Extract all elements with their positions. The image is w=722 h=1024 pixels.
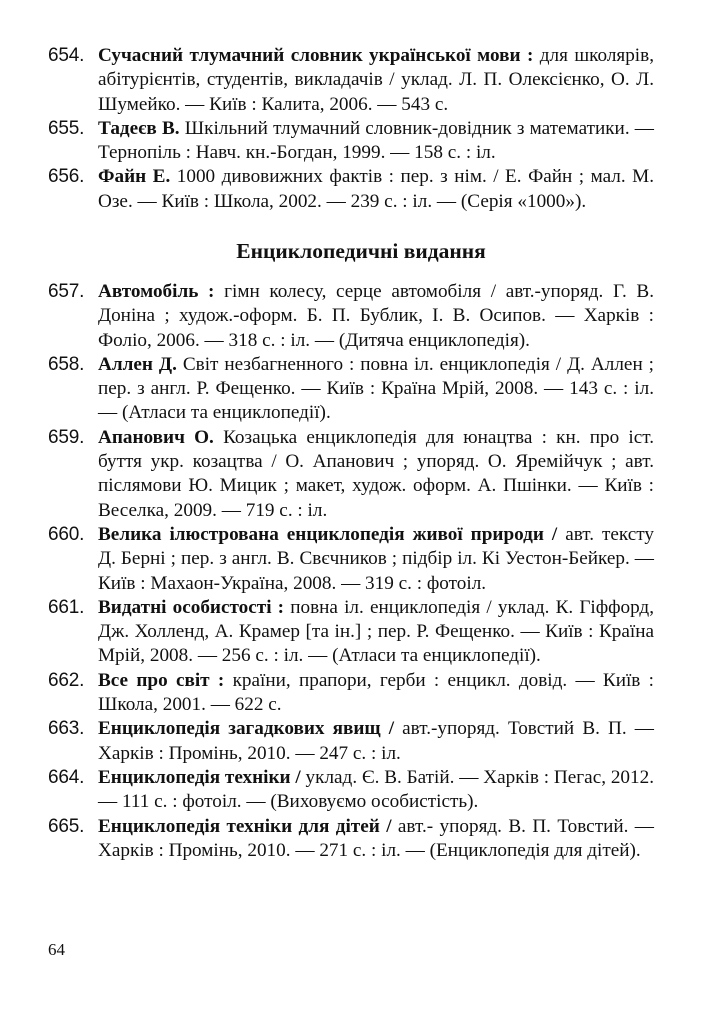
entry-number: 657. [48,281,85,302]
entry-number: 656. [48,166,85,188]
bibliography-entry [48,815,654,864]
entry-number: 665. [48,815,85,837]
entry-title: Автомобіль : [98,281,215,302]
page-number: 64 [48,940,65,959]
entry-details: 1000 дивовижних фактів : пер. з нім. / Е. Файн ; мал. М. Озе. — Київ : Школа, 2002. — 239 с. : іл. — (Серія «1000»). [98,166,654,212]
entry-details: Козацька енциклопедія для юнацтва : кн. про іст. буття укр. козацтва / О. Апанович ; упоряд. О. Яремійчук ; авт. післямови Ю. Мицик ; макет, худож. оформ. А. Пшінки. — Київ : Веселка, 2009. — 719 с. : іл. [98,426,654,521]
entry-number: 655. [48,117,85,139]
entry-title: Енциклопедія загадкових явищ / [98,718,395,740]
bibliography-entry [48,523,654,596]
entry-title: Апанович О. [98,426,214,448]
entry-title: Аллен Д. [98,353,177,375]
bibliography-entry [48,717,654,766]
entry-title: Велика ілюстрована енциклопедія живої природи / [98,523,558,545]
entry-details: авт.-упоряд. Товстий В. П. — Харків : Промінь, 2010. — 247 с. : іл. [98,718,654,764]
bibliography-entry [48,117,654,166]
entry-number: 660. [48,523,85,545]
entry-details: Світ незбагненного : повна іл. енциклопедія / Д. Аллен ; пер. з англ. Р. Фещенко. — Київ : Країна Мрій, 2008. — 143 с. : іл. — (Атласи та енциклопедії). [98,353,655,424]
entry-number: 664. [48,766,85,788]
bibliography-entry [48,280,654,353]
entry-details: Шкільний тлумачний словник-довідник з математики. — Тернопіль : Навч. кн.-Богдан, 1999. — 158 с. : іл. [98,117,654,164]
entry-title: Сучасний тлумачний словник української мови : [98,45,534,66]
entry-number: 659. [48,426,85,448]
bibliography-entry [48,669,654,718]
entries-list-encyclopedias [48,280,654,863]
bibliography-entry [48,766,654,815]
entries-list-dictionaries [48,44,654,214]
entry-details: повна іл. енциклопедія / уклад. К. Гіффорд, Дж. Холленд, А. Крамер [та ін.] ; пер. Р. Фещенко. — Київ : Країна Мрій, 2008. — 256 с. : іл. — (Атласи та енциклопедії). [98,596,654,667]
entry-number: 654. [48,45,85,66]
entry-number: 658. [48,353,85,375]
entry-title: Тадеєв В. [98,117,180,139]
entry-title: Енциклопедія техніки / [98,766,301,788]
entry-number: 663. [48,718,85,740]
entry-details: гімн колесу, серце автомобіля / авт.-упоряд. Г. В. Доніна ; худож.-оформ. Б. П. Бублик, І. В. Осипов. — Харків : Фоліо, 2006. — 318 с. : іл. — (Дитяча енциклопедія). [98,281,655,351]
entry-details: уклад. Є. В. Батій. — Харків : Пегас, 2012. — 111 с. : фотоіл. — (Виховуємо особистість). [98,766,654,813]
entry-title: Видатні особистості : [98,596,285,618]
section-heading: Енциклопедичні видання [236,239,486,263]
bibliography-entry [48,426,654,523]
entry-details: для школярів, абітурієнтів, студентів, викладачів / уклад. Л. П. Олексієнко, О. Л. Шумейко. — Київ : Калита, 2006. — 543 с. [98,45,654,115]
bibliography-entry [48,596,654,669]
entry-number: 661. [48,596,85,618]
entry-title: Енциклопедія техніки для дітей / [98,815,392,837]
bibliography-entry [48,353,654,426]
entry-details: країни, прапори, герби : енцикл. довід. — Київ : Школа, 2001. — 622 с. [98,669,654,716]
entry-details: авт.- упоряд. В. П. Товстий. — Харків : Промінь, 2010. — 271 с. : іл. — (Енциклопедія для дітей). [98,815,654,861]
entry-title: Все про світ : [98,669,225,691]
entry-number: 662. [48,669,85,691]
bibliography-entry [48,165,654,214]
entry-details: авт. тексту Д. Берні ; пер. з англ. В. Свєчников ; підбір іл. Кі Уестон-Бейкер. — Київ : Махаон-Україна, 2008. — 319 с. : фотоіл. [98,523,654,594]
bibliography-entry [48,44,654,117]
entry-title: Файн Е. [98,166,171,188]
